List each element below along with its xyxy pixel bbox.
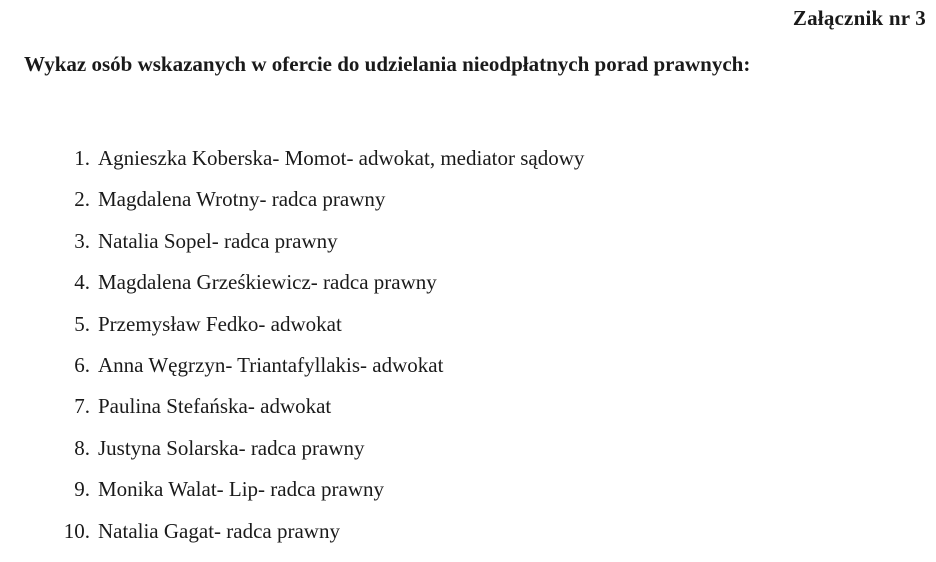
list-item-text: Anna Węgrzyn- Triantafyllakis- adwokat xyxy=(98,352,444,377)
list-item-text: Natalia Gagat- radca prawny xyxy=(98,518,340,543)
list-item-text: Monika Walat- Lip- radca prawny xyxy=(98,477,384,502)
list-item-text: Paulina Stefańska- adwokat xyxy=(98,394,332,419)
list-item-number: 9. xyxy=(74,477,90,502)
list-item xyxy=(52,262,584,303)
list-item xyxy=(52,511,584,552)
list-item xyxy=(52,345,584,386)
annex-label: Załącznik nr 3 xyxy=(792,6,926,30)
list-item-number: 1. xyxy=(74,146,90,170)
list-item xyxy=(52,221,584,262)
list-item-number: 3. xyxy=(74,228,90,253)
list-item xyxy=(52,386,584,427)
list-item xyxy=(52,304,584,345)
list-item-text: Agnieszka Koberska- Momot- adwokat, mediator sądowy xyxy=(98,146,585,170)
list-item xyxy=(52,428,584,469)
list-item-number: 4. xyxy=(74,270,90,295)
list-item-number: 2. xyxy=(74,187,90,212)
person-list xyxy=(52,138,584,552)
list-item-text: Przemysław Fedko- adwokat xyxy=(98,311,342,336)
list-item-text: Magdalena Wrotny- radca prawny xyxy=(98,187,386,212)
list-item-number: 8. xyxy=(74,435,90,460)
list-item-text: Magdalena Grześkiewicz- radca prawny xyxy=(98,270,437,295)
list-item-number: 6. xyxy=(74,352,90,377)
list-item-text: Natalia Sopel- radca prawny xyxy=(98,228,338,253)
list-item xyxy=(52,179,584,220)
list-item xyxy=(52,138,584,179)
list-item-number: 7. xyxy=(74,394,90,419)
list-item-text: Justyna Solarska- radca prawny xyxy=(98,435,365,460)
list-item-number: 5. xyxy=(74,311,90,336)
document-title: Wykaz osób wskazanych w ofercie do udzielania nieodpłatnych porad prawnych: xyxy=(24,52,751,76)
list-item-number: 10. xyxy=(63,518,90,543)
list-item xyxy=(52,469,584,510)
